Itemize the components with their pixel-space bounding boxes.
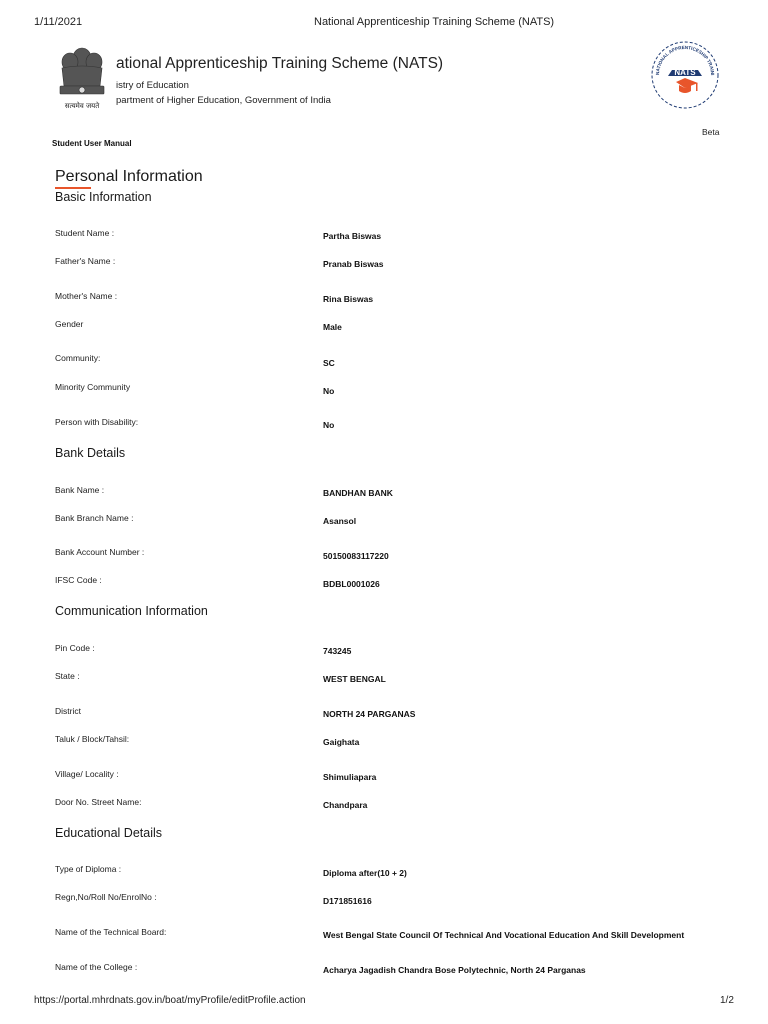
field-label: State : — [55, 671, 80, 681]
field-label: Taluk / Block/Tahsil: — [55, 734, 130, 744]
field-value: No — [323, 386, 335, 396]
field-label: Bank Branch Name : — [55, 513, 134, 523]
section-basic-information: Basic Information — [55, 190, 152, 204]
logo-ring-text: NATIONAL APPRENTICESHIP TRAINI — [654, 44, 716, 76]
field-value: Acharya Jagadish Chandra Bose Polytechnic, North 24 Parganas — [323, 965, 586, 975]
field-value: NORTH 24 PARGANAS — [323, 709, 416, 719]
field-value: Shimuliapara — [323, 772, 377, 782]
field-value: 50150083117220 — [323, 551, 389, 561]
section-educational-details: Educational Details — [55, 826, 163, 840]
field-label: Type of Diploma : — [55, 864, 122, 874]
field-value: Partha Biswas — [323, 231, 382, 241]
ministry-line: istry of Education — [116, 80, 189, 91]
field-value: Pranab Biswas — [323, 259, 384, 269]
page-number: 1/2 — [720, 995, 734, 1006]
footer-url: https://portal.mhrdnats.gov.in/boat/myProfile/editProfile.action — [34, 995, 306, 1006]
department-line: partment of Higher Education, Government of India — [116, 95, 331, 106]
field-value: West Bengal State Council Of Technical And Vocational Education And Skill Development — [323, 930, 685, 940]
field-value: D171851616 — [323, 896, 372, 906]
section-bank-details: Bank Details — [55, 446, 126, 460]
field-value: Chandpara — [323, 800, 368, 810]
field-value: Diploma after(10 + 2) — [323, 868, 407, 878]
field-value: BANDHAN BANK — [323, 488, 393, 498]
beta-label: Beta — [702, 127, 720, 137]
field-label: District — [55, 706, 81, 716]
logo-text: NATS — [674, 68, 696, 77]
field-value: No — [323, 420, 335, 430]
field-value: 743245 — [323, 646, 352, 656]
field-label: Community: — [55, 353, 101, 363]
field-value: WEST BENGAL — [323, 674, 386, 684]
field-label: Bank Account Number : — [55, 547, 145, 557]
section-communication-information: Communication Information — [55, 604, 208, 618]
emblem-caption: सत्यमेव जयते — [64, 102, 100, 110]
field-label: Name of the College : — [55, 962, 138, 972]
field-label: Bank Name : — [55, 485, 105, 495]
field-label: Pin Code : — [55, 643, 95, 653]
org-title: ational Apprenticeship Training Scheme (NATS) — [116, 55, 444, 72]
field-label: Gender — [55, 319, 84, 329]
field-label: Regn,No/Roll No/EnrolNo : — [55, 892, 157, 902]
field-label: Father's Name : — [55, 256, 116, 266]
field-value: SC — [323, 358, 335, 368]
field-label: Minority Community — [55, 382, 131, 392]
print-title: National Apprenticeship Training Scheme (NATS) — [314, 16, 555, 28]
field-label: Mother's Name : — [55, 291, 118, 301]
field-label: Person with Disability: — [55, 417, 139, 427]
nats-logo-icon — [650, 40, 720, 110]
page-title: Personal Information — [55, 168, 203, 185]
manual-label: Student User Manual — [52, 139, 132, 148]
print-date: 1/11/2021 — [34, 16, 83, 28]
field-value: Asansol — [323, 516, 357, 526]
field-value: Gaighata — [323, 737, 360, 747]
field-label: IFSC Code : — [55, 575, 102, 585]
field-label: Student Name : — [55, 228, 115, 238]
field-value: BDBL0001026 — [323, 579, 380, 589]
field-label: Name of the Technical Board: — [55, 927, 167, 937]
field-value: Rina Biswas — [323, 294, 374, 304]
field-label: Village/ Locality : — [55, 769, 119, 779]
field-label: Door No. Street Name: — [55, 797, 142, 807]
national-emblem-icon — [44, 38, 120, 116]
title-underline — [55, 187, 91, 189]
field-value: Male — [323, 322, 342, 332]
